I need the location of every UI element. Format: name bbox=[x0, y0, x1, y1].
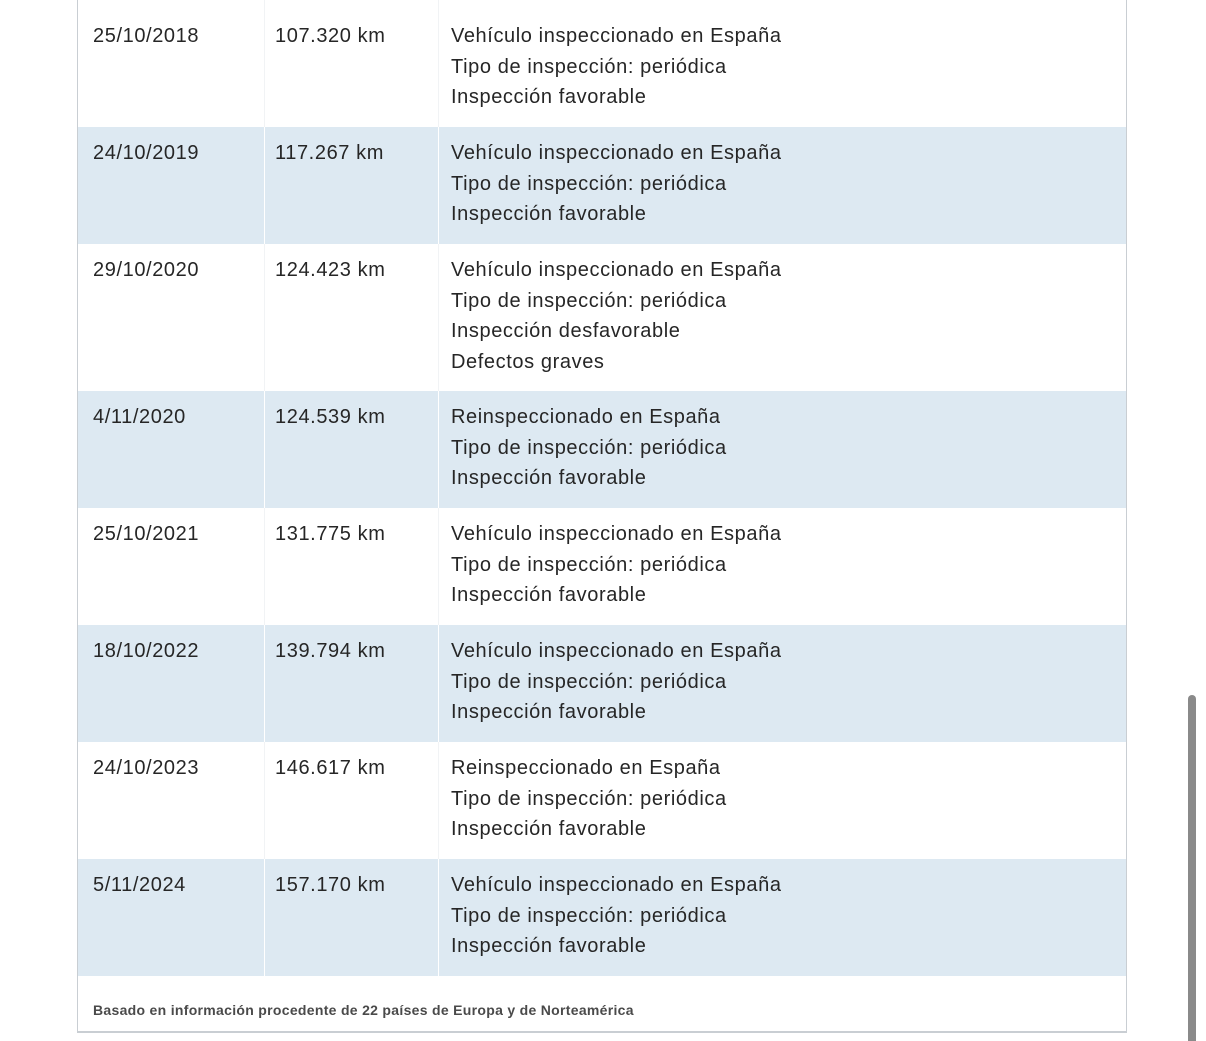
description-line: Inspección favorable bbox=[451, 467, 647, 489]
description-line: Tipo de inspección: periódica bbox=[451, 787, 727, 810]
mileage-cell bbox=[264, 0, 438, 127]
table-row bbox=[78, 859, 1126, 976]
description-line: Tipo de inspección: periódica bbox=[451, 553, 727, 576]
mileage-value: 131.775 km bbox=[275, 523, 386, 545]
mileage-value: 139.794 km bbox=[275, 640, 386, 662]
description-cell bbox=[438, 244, 1126, 391]
description-line: Vehículo inspeccionado en España bbox=[451, 142, 782, 164]
description-line: Tipo de inspección: periódica bbox=[451, 55, 727, 78]
description-cell bbox=[438, 742, 1126, 859]
date-cell bbox=[78, 742, 264, 859]
date-cell bbox=[78, 859, 264, 976]
description-cell bbox=[438, 0, 1126, 127]
inspection-history-table bbox=[77, 0, 1127, 1033]
table-row bbox=[78, 742, 1126, 859]
description-cell bbox=[438, 127, 1126, 244]
description-line: Vehículo inspeccionado en España bbox=[451, 259, 782, 281]
description-line: Tipo de inspección: periódica bbox=[451, 289, 727, 312]
mileage-cell bbox=[264, 244, 438, 391]
description-text bbox=[451, 753, 727, 845]
mileage-cell bbox=[264, 127, 438, 244]
mileage-value: 117.267 km bbox=[275, 142, 385, 164]
description-line: Tipo de inspección: periódica bbox=[451, 172, 727, 195]
mileage-value: 124.539 km bbox=[275, 406, 386, 428]
description-line: Inspección favorable bbox=[451, 701, 647, 723]
description-line: Inspección desfavorable bbox=[451, 320, 681, 342]
description-line: Inspección favorable bbox=[451, 935, 647, 957]
mileage-cell bbox=[264, 742, 438, 859]
mileage-cell bbox=[264, 625, 438, 742]
table-footer bbox=[78, 976, 1126, 1031]
inspection-date: 5/11/2024 bbox=[93, 874, 186, 896]
description-cell bbox=[438, 625, 1126, 742]
date-cell bbox=[78, 508, 264, 625]
table-row bbox=[78, 625, 1126, 742]
inspection-date: 25/10/2021 bbox=[93, 523, 200, 545]
table-row bbox=[78, 0, 1126, 127]
description-text bbox=[451, 255, 782, 377]
description-text bbox=[451, 636, 782, 728]
description-text bbox=[451, 519, 782, 611]
description-line: Inspección favorable bbox=[451, 584, 647, 606]
date-cell bbox=[78, 127, 264, 244]
description-line: Inspección favorable bbox=[451, 86, 647, 108]
description-line: Reinspeccionado en España bbox=[451, 757, 721, 779]
description-cell bbox=[438, 508, 1126, 625]
table-row bbox=[78, 508, 1126, 625]
description-line: Tipo de inspección: periódica bbox=[451, 436, 727, 459]
inspection-date: 25/10/2018 bbox=[93, 25, 200, 47]
description-line: Vehículo inspeccionado en España bbox=[451, 25, 782, 47]
mileage-value: 124.423 km bbox=[275, 259, 386, 281]
scrollbar-thumb[interactable] bbox=[1188, 695, 1196, 1041]
date-cell bbox=[78, 244, 264, 391]
mileage-value: 146.617 km bbox=[275, 757, 386, 779]
description-line: Defectos graves bbox=[451, 350, 605, 373]
inspection-date: 18/10/2022 bbox=[93, 640, 200, 662]
date-cell bbox=[78, 0, 264, 127]
mileage-cell bbox=[264, 391, 438, 508]
description-line: Inspección favorable bbox=[451, 203, 647, 225]
description-line: Tipo de inspección: periódica bbox=[451, 904, 727, 927]
table-row bbox=[78, 391, 1126, 508]
date-cell bbox=[78, 391, 264, 508]
table-row bbox=[78, 244, 1126, 391]
table-row bbox=[78, 127, 1126, 244]
description-cell bbox=[438, 391, 1126, 508]
description-line: Vehículo inspeccionado en España bbox=[451, 523, 782, 545]
mileage-cell bbox=[264, 508, 438, 625]
mileage-value: 157.170 km bbox=[275, 874, 386, 896]
description-line: Vehículo inspeccionado en España bbox=[451, 874, 782, 896]
mileage-value: 107.320 km bbox=[275, 25, 386, 47]
description-text bbox=[451, 870, 782, 962]
description-line: Inspección favorable bbox=[451, 818, 647, 840]
description-cell bbox=[438, 859, 1126, 976]
mileage-cell bbox=[264, 859, 438, 976]
description-line: Vehículo inspeccionado en España bbox=[451, 640, 782, 662]
description-text bbox=[451, 21, 782, 113]
inspection-date: 29/10/2020 bbox=[93, 259, 200, 281]
inspection-date: 4/11/2020 bbox=[93, 406, 186, 428]
description-line: Tipo de inspección: periódica bbox=[451, 670, 727, 693]
data-source-note: Basado en información procedente de 22 países de Europa y de Norteamérica bbox=[93, 1002, 634, 1018]
inspection-date: 24/10/2019 bbox=[93, 142, 200, 164]
description-text bbox=[451, 138, 782, 230]
description-text bbox=[451, 402, 727, 494]
date-cell bbox=[78, 625, 264, 742]
description-line: Reinspeccionado en España bbox=[451, 406, 721, 428]
inspection-date: 24/10/2023 bbox=[93, 757, 200, 779]
